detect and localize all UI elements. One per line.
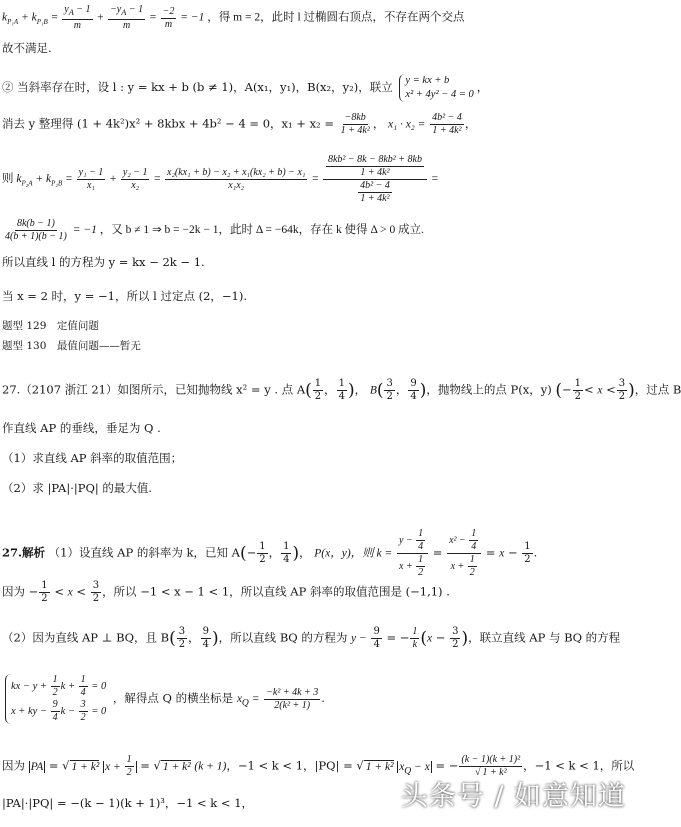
line-5: 则 $k_{P_2A} + k_{P_2B}$ = $\frac{\text{y₁ − 1}}{\text{x₁}}$ + $\frac{\text{y₂ − 1}}{\text{x₂}}$ = $\frac{\text{x₂(kx₁ + b) − x₂ + x₁(kx₂ + b) − x₁}}{\text{x₁x₂}}$ = $\frac{\frac{\text{8kb² − 8k − 8kb² + 8kb}}{\text{1 + 4k²}}}{\frac{\text{4b² − 4}}{\text{1 + 4k²}}}$ =: [2, 154, 439, 204]
problem-27-line-2: 作直线 AP 的垂线，垂足为 Q .: [2, 421, 161, 435]
topic-129: 题型 129 定值问题: [2, 320, 99, 332]
solution-line-3: （2）因为直线 AP ⊥ BQ，且 B( $\frac{3}{2}$ ， $\frac{9}{4}$ )，所以直线 BQ 的方程为 y − $\frac{9}{4}$ = − $\frac{1}{k}$ (x − $\frac{3}{2}$ )，联立直线 AP 与 BQ 的方程: [2, 626, 621, 650]
line-6: $\frac{8k(b - 1)}{4(b + 1)(b - 1)}$ = −1 ，又 b ≠ 1 ⇒ b = −2k − 1，此时 Δ = −64k，存在 k 使得 Δ > 0 成立.: [5, 218, 424, 242]
solution-line-6: |PA|·|PQ| = −(k − 1)(k + 1)³，−1 < k < 1，: [2, 796, 254, 810]
solution-line-2: 因为 − $\frac{1}{2}$ < x < $\frac{3}{2}$ ，所以 −1 < x − 1 < 1，所以直线 AP 斜率的取值范围是 (−1,1) .: [2, 580, 450, 604]
solution-line-1: 27.解析 （1）设直线 AP 的斜率为 k，已知 A(− $\frac{1}{2}$ ， $\frac{1}{4}$ )， P(x，y)，则 k = y − $\frac{1}{4}$ x + $\frac{1}{2}$ = x² − $\frac{1}{4}$ x + $\frac{1}{2}$ = x − $\frac{1}{2}$ .: [2, 528, 538, 578]
line-7: 所以直线 l 的方程为 y = kx − 2k − 1.: [2, 255, 205, 269]
line-1-tail: ，得 m = 2，此时 l 过椭圆右顶点，不存在两个交点: [207, 11, 465, 24]
problem-27-part-1: （1）求直线 AP 斜率的取值范围；: [2, 451, 183, 465]
topic-130: 题型 130 最值问题——暂无: [2, 340, 141, 352]
problem-27-part-2: （2）求 |PA|·|PQ| 的最大值.: [2, 481, 153, 495]
line-3: ② 当斜率存在时，设 l : y = kx + b (b ≠ 1)，A(x₁，y₁)，B(x₂，y₂)，联立 y = kx + b x² + 4y² − 4 = 0 ，: [2, 75, 489, 100]
system-2: kx − y + $\frac{1}{2}$ k + $\frac{1}{4}$ = 0 x + ky − $\frac{9}{4}$ k − $\frac{3}{2}$ = 0: [5, 674, 106, 724]
solution-line-4: kx − y + $\frac{1}{2}$ k + $\frac{1}{4}$ = 0 x + ky − $\frac{9}{4}$ k − $\frac{3}{2}$ = 0 ，解得点 Q 的横坐标是 $x_Q$ = $\frac{\text{−k² + 4k + 3}}{\text{2(k² + 1)}}$ .: [2, 674, 325, 724]
line-8: 当 x = 2 时，y = −1，所以 l 过定点 (2，−1).: [2, 289, 247, 303]
system-1: y = kx + b x² + 4y² − 4 = 0: [399, 74, 473, 102]
watermark: 头条号 / 如意知道: [400, 781, 626, 812]
line-4: 消去 y 整理得 (1 + 4k²)x² + 8kbx + 4b² − 4 = 0，x₁ + x₂ = $\frac{-8kb}{\text{1 + 4k²}}$ ， x₁ · x₂ = $\frac{\text{4b² − 4}}{\text{1 + 4k²}}$ ，: [2, 112, 477, 136]
solution-line-5: 因为 PA = √ 1 + k² x + $\frac{1}{2}$ = √ 1 + k² (k + 1)，−1 < k < 1，|PQ| = √ 1 + k² $x_Q - x$ = − $\frac{\text{(k − 1)(k + 1)²}}{\text{√ 1 + k²}}$ ，−1 < k < 1，所以: [2, 754, 635, 779]
line-1: $k_{P_1A} + k_{P_1B}$ = $\frac{y_A - 1}{m}$ + $\frac{-y_A - 1}{m}$ = $\frac{-2}{m}$ = −1 ，得 m = 2，此时 l 过椭圆右顶点，不存在两个交点: [2, 4, 465, 31]
problem-27-line-1: 27.（2107 浙江 21）如图所示，已知抛物线 x² = y . 点 A( $\frac{1}{2}$ ， $\frac{1}{4}$ )， B( $\frac{3}{2}$ ， $\frac{9}{4}$ )，抛物线上的点 P(x，y) (− $\frac{1}{2}$ < x < $\frac{3}{2}$ )，过点 B: [2, 378, 681, 402]
line-2: 故不满足.: [2, 41, 52, 55]
